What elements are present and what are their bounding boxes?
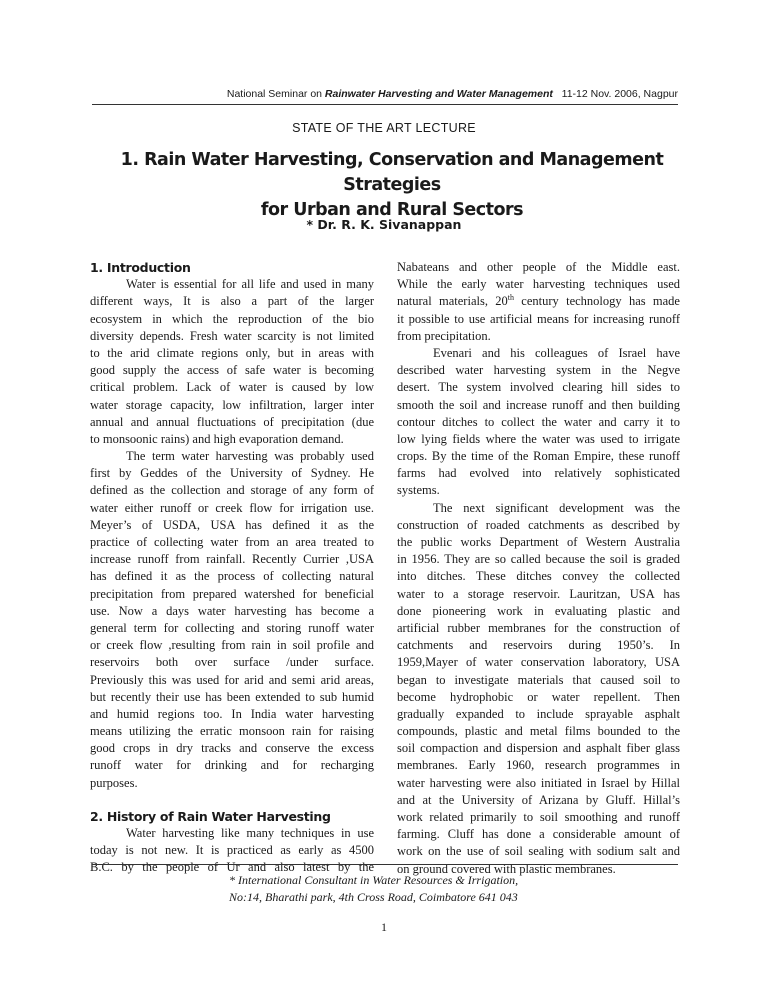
text-line: water storage capacity, low infiltration, larger inter xyxy=(90,397,374,412)
text-fragment: natural materials, 20 xyxy=(397,294,508,309)
text-line: increase runoff from rainfall. Recently Currier ,USA xyxy=(90,552,374,567)
text-line: described water harvesting system in the Negve xyxy=(397,363,680,378)
text-line: contour ditches to collect the water and carry it to xyxy=(397,414,680,429)
text-line: into ditches. These ditches convey the collected xyxy=(397,569,680,584)
text-line: systems. xyxy=(397,483,440,498)
text-line: runoff water for drinking and for recharging xyxy=(90,758,374,773)
paper-title xyxy=(92,148,692,223)
text-line: in 1956. They are so called because the soil is graded xyxy=(397,552,680,567)
text-line: water harvesting were also initiated in Israel by Hillal xyxy=(397,775,680,790)
text-line: to the arid climate regions only, but in areas with xyxy=(90,345,374,360)
text-line: membranes. Early 1960, research programmes in xyxy=(397,758,680,773)
right-column xyxy=(397,259,680,878)
footnote-line: * International Consultant in Water Resources & Irrigation, xyxy=(229,873,519,887)
section-heading-history: 2. History of Rain Water Harvesting xyxy=(90,808,331,824)
text-line: farming. Cluff has done a considerable amount of xyxy=(397,827,680,842)
text-line: 1959,Mayer of water conservation laboratory, USA xyxy=(397,655,680,670)
text-line: The term water harvesting was probably used xyxy=(126,449,374,464)
text-line: work on the use of soil sealing with sodium salt and xyxy=(397,844,680,859)
seminar-prefix: National Seminar on xyxy=(226,88,322,100)
footnote-line: No:14, Bharathi park, 4th Cross Road, Coimbatore 641 043 xyxy=(229,890,518,904)
running-header xyxy=(92,88,678,100)
page-number: 1 xyxy=(381,920,387,934)
text-line: done pioneering work in evaluating plastic and xyxy=(397,603,680,618)
footnote-rule xyxy=(92,864,678,865)
section-heading-introduction: 1. Introduction xyxy=(90,260,191,275)
text-line: annual and annual fluctuations of precipitation (due xyxy=(90,414,374,429)
text-line: and at the University of Arizana by Gluff. Hillal’s xyxy=(397,792,680,807)
text-line: or creek flow ,resulting from rain in soil profile and xyxy=(90,638,374,653)
text-line: began to investigate materials that caused soil to xyxy=(397,672,680,687)
text-line: Evenari and his colleagues of Israel have xyxy=(433,345,680,360)
text-line: critical problem. Lack of water is caused by low xyxy=(90,380,374,395)
text-line: precipitation from prepared watershed for beneficial xyxy=(90,586,374,601)
text-line: ecosystem in which the reproduction of the bio xyxy=(90,311,374,326)
seminar-title: Rainwater Harvesting and Water Management xyxy=(324,88,553,100)
text-line: Meyer’s of USDA, USA has defined it as the xyxy=(90,517,374,532)
text-line: farms had evolved into relatively sophisticated xyxy=(397,466,680,481)
text-line: on ground covered with plastic membranes. xyxy=(397,861,616,876)
text-line: construction of roaded catchments as described by xyxy=(397,517,680,532)
text-line: good supply the access of safe water is becoming xyxy=(90,363,374,378)
text-line: use. Now a days water harvesting has become a xyxy=(90,603,374,618)
title-line: for Urban and Rural Sectors xyxy=(260,200,524,220)
text-line: gradually expanded to include sprayable asphalt xyxy=(397,706,680,721)
text-line: but recently their use has been extended to sub humid xyxy=(90,689,374,704)
text-line: low lying fields where the water was used to irrigate xyxy=(397,431,680,446)
text-line: the public works Department of Western Australia xyxy=(397,535,680,549)
text-line: water to a storage reservoir. Lauritzan, USA has xyxy=(397,586,680,601)
text-line: Water harvesting like many techniques in use xyxy=(126,826,374,840)
text-line: diversity depends. Fresh water scarcity is not limited xyxy=(90,328,374,343)
ordinal-superscript: th xyxy=(507,293,514,303)
title-line: 1. Rain Water Harvesting, Conservation and Management Strategies xyxy=(120,150,664,195)
text-line: reservoirs both over surface /under surface. xyxy=(90,655,374,670)
text-line: today is not new. It is practiced as early as 4500 xyxy=(90,843,374,858)
text-line: Water is essential for all life and used in many xyxy=(126,277,374,292)
text-line: good crops in dry tracks and conserve the excess xyxy=(90,741,374,756)
text-line: defined as the collection and storage of any form of xyxy=(90,483,374,498)
text-line: practice of collecting water from an area treated to xyxy=(90,535,374,549)
left-column xyxy=(90,259,374,877)
text-line-with-superscript xyxy=(397,293,680,310)
text-line: general term for collecting and storing runoff water xyxy=(90,620,374,635)
text-line: has defined it as the process of collecting natural xyxy=(90,569,374,584)
header-rule xyxy=(92,104,678,105)
author-line: * Dr. R. K. Sivanappan xyxy=(306,217,462,232)
text-line: artificial rubber membranes for the construction of xyxy=(397,620,680,635)
text-line: Nabateans and other people of the Middle east. xyxy=(397,260,680,274)
text-line: and humid regions too. In India water harvesting xyxy=(90,706,374,721)
text-line: work related primarily to soil smoothing and runoff xyxy=(397,810,680,824)
text-line: it possible to use artificial means for increasing runoff xyxy=(397,311,680,326)
text-fragment: century technology has made xyxy=(514,294,680,309)
text-line: from precipitation. xyxy=(397,328,491,343)
text-line: different ways, It is also a part of the larger xyxy=(90,294,374,309)
text-line: first by Geddes of the University of Sydney. He xyxy=(90,466,374,481)
text-line: water either runoff or creek flow for irrigation use. xyxy=(90,500,374,515)
text-line: compounds, plastic and metal films bounded to the xyxy=(397,724,680,739)
text-line: soil compaction and dispersion and asphalt fiber glass xyxy=(397,741,680,756)
text-line: The next significant development was the xyxy=(433,500,680,515)
text-line: become hydrophobic or water repellent. Then xyxy=(397,689,680,704)
text-line: means utilizing the erratic monsoon rain for raising xyxy=(90,724,374,739)
text-line: crops. By the time of the Roman Empire, these runoff xyxy=(397,449,680,464)
text-line: B.C. by the people of Ur and also latest by the xyxy=(90,860,374,875)
text-line: to monsoonic rains) and high evaporation demand. xyxy=(90,431,344,446)
author-footnote xyxy=(229,872,649,906)
text-line: desert. The system involved clearing hill sides to xyxy=(397,380,680,395)
lecture-kicker: STATE OF THE ART LECTURE xyxy=(292,121,476,135)
text-line: smooth the soil and increase runoff and then building xyxy=(397,397,680,412)
text-line: catchments and reservoirs during 1950’s. In xyxy=(397,638,680,653)
text-line: Previously this was used for arid and semi arid areas, xyxy=(90,672,374,687)
seminar-date-place: 11-12 Nov. 2006, Nagpur xyxy=(561,88,678,100)
text-line: purposes. xyxy=(90,775,138,790)
text-line: While the early water harvesting techniques used xyxy=(397,277,680,292)
